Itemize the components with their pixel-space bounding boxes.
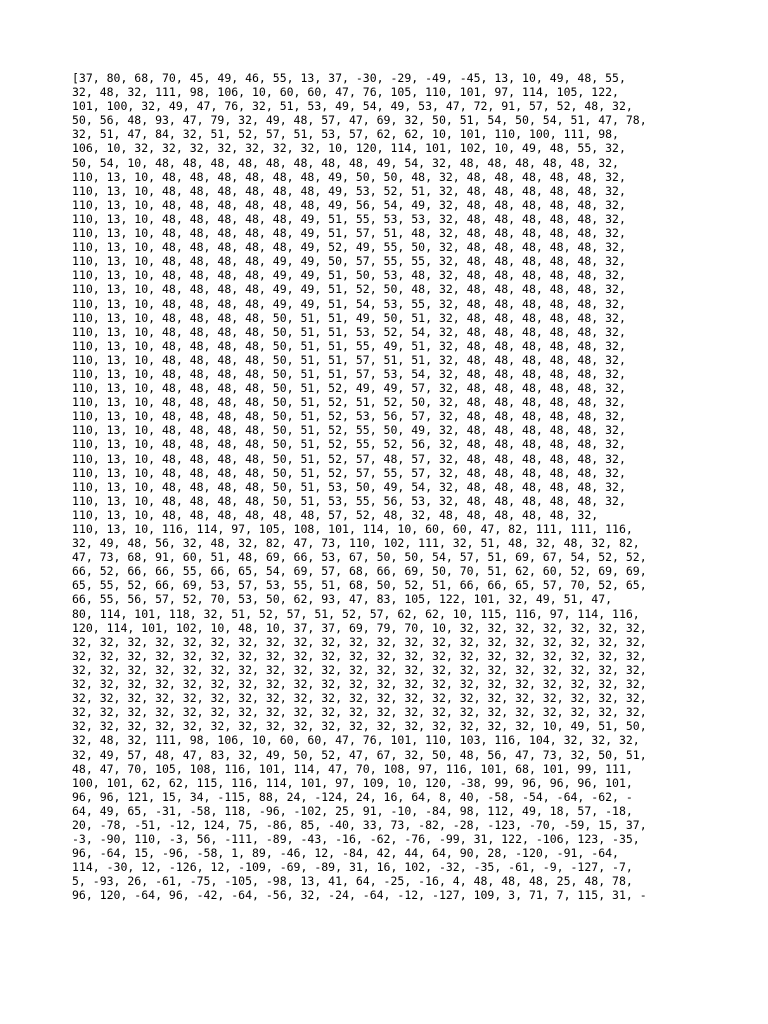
text-line: 110, 13, 10, 48, 48, 48, 48, 50, 51, 52, 55, 52, 56, 32, 48, 48, 48, 48, 48, 32,: [72, 437, 626, 452]
text-line: 48, 47, 70, 105, 108, 116, 101, 114, 47, 70, 108, 97, 116, 101, 68, 101, 99, 111,: [72, 761, 633, 776]
text-line: 110, 13, 10, 48, 48, 48, 48, 49, 49, 51, 50, 53, 48, 32, 48, 48, 48, 48, 48, 32,: [72, 268, 626, 283]
text-line: 110, 13, 10, 48, 48, 48, 48, 50, 51, 52, 55, 50, 49, 32, 48, 48, 48, 48, 48, 32,: [72, 423, 626, 438]
text-line: 65, 55, 52, 66, 69, 53, 57, 53, 55, 51, 68, 50, 52, 51, 66, 66, 65, 57, 70, 52, 65,: [72, 578, 647, 593]
text-line: 32, 51, 47, 84, 32, 51, 52, 57, 51, 53, 57, 62, 62, 10, 101, 110, 100, 111, 98,: [72, 127, 619, 142]
text-line: 120, 114, 101, 102, 10, 48, 10, 37, 37, 69, 79, 70, 10, 32, 32, 32, 32, 32, 32, 32,: [72, 620, 647, 635]
text-line: 32, 32, 32, 32, 32, 32, 32, 32, 32, 32, 32, 32, 32, 32, 32, 32, 32, 10, 49, 51, 50,: [72, 719, 647, 734]
text-line: 32, 48, 32, 111, 98, 106, 10, 60, 60, 47, 76, 101, 110, 103, 116, 104, 32, 32, 32,: [72, 733, 640, 748]
text-line: 20, -78, -51, -12, 124, 75, -86, 85, -40, 33, 73, -82, -28, -123, -70, -59, 15, 37,: [72, 817, 647, 832]
text-line: 110, 13, 10, 48, 48, 48, 48, 50, 51, 52, 57, 48, 57, 32, 48, 48, 48, 48, 48, 32,: [72, 451, 626, 466]
text-line: 110, 13, 10, 48, 48, 48, 48, 49, 49, 51, 52, 50, 48, 32, 48, 48, 48, 48, 48, 32,: [72, 282, 626, 297]
text-line: 101, 100, 32, 49, 47, 76, 32, 51, 53, 49, 54, 49, 53, 47, 72, 91, 57, 52, 48, 32,: [72, 99, 633, 114]
text-line: 110, 13, 10, 48, 48, 48, 48, 50, 51, 52, 51, 52, 50, 32, 48, 48, 48, 48, 48, 32,: [72, 395, 626, 410]
text-line: 32, 32, 32, 32, 32, 32, 32, 32, 32, 32, 32, 32, 32, 32, 32, 32, 32, 32, 32, 32, 32,: [72, 634, 647, 649]
text-line: 110, 13, 10, 48, 48, 48, 48, 49, 49, 50, 57, 55, 55, 32, 48, 48, 48, 48, 48, 32,: [72, 254, 626, 269]
text-line: 110, 13, 10, 48, 48, 48, 48, 50, 51, 51, 53, 52, 54, 32, 48, 48, 48, 48, 48, 32,: [72, 324, 626, 339]
text-line: 66, 55, 56, 57, 52, 70, 53, 50, 62, 93, 47, 83, 105, 122, 101, 32, 49, 51, 47,: [72, 592, 613, 607]
text-line: 32, 49, 48, 56, 32, 48, 32, 82, 47, 73, 110, 102, 111, 32, 51, 48, 32, 48, 32, 82,: [72, 536, 640, 551]
text-line: 110, 13, 10, 48, 48, 48, 48, 48, 48, 57, 52, 48, 32, 48, 48, 48, 48, 48, 32,: [72, 507, 599, 522]
text-line: 32, 48, 32, 111, 98, 106, 10, 60, 60, 47, 76, 105, 110, 101, 97, 114, 105, 122,: [72, 85, 619, 100]
text-line: 110, 13, 10, 48, 48, 48, 48, 50, 51, 51, 49, 50, 51, 32, 48, 48, 48, 48, 48, 32,: [72, 310, 626, 325]
text-line: 66, 52, 66, 66, 55, 66, 65, 54, 69, 57, 68, 66, 69, 50, 70, 51, 62, 60, 52, 69, 69,: [72, 564, 647, 579]
text-line: 110, 13, 10, 48, 48, 48, 48, 49, 49, 51, 54, 53, 55, 32, 48, 48, 48, 48, 48, 32,: [72, 296, 626, 311]
text-line: 64, 49, 65, -31, -58, 118, -96, -102, 25, 91, -10, -84, 98, 112, 49, 18, 57, -18,: [72, 803, 633, 818]
text-line: 110, 13, 10, 48, 48, 48, 48, 48, 49, 51, 55, 53, 53, 32, 48, 48, 48, 48, 48, 32,: [72, 211, 626, 226]
byte-array-text: [72, 71, 712, 903]
text-line: 32, 49, 57, 48, 47, 83, 32, 49, 50, 52, 47, 67, 32, 50, 48, 56, 47, 73, 32, 50, 51,: [72, 747, 647, 762]
text-line: -3, -90, 110, -3, 56, -111, -89, -43, -16, -62, -76, -99, 31, 122, -106, 123, -35,: [72, 832, 640, 847]
text-line: 110, 13, 10, 48, 48, 48, 48, 48, 48, 49, 50, 50, 48, 32, 48, 48, 48, 48, 48, 32,: [72, 169, 626, 184]
text-line: 32, 32, 32, 32, 32, 32, 32, 32, 32, 32, 32, 32, 32, 32, 32, 32, 32, 32, 32, 32, 32,: [72, 648, 647, 663]
text-line: 50, 56, 48, 93, 47, 79, 32, 49, 48, 57, 47, 69, 32, 50, 51, 54, 50, 54, 51, 47, 78,: [72, 113, 647, 128]
text-line: 32, 32, 32, 32, 32, 32, 32, 32, 32, 32, 32, 32, 32, 32, 32, 32, 32, 32, 32, 32, 32,: [72, 662, 647, 677]
text-line: 110, 13, 10, 48, 48, 48, 48, 50, 51, 51, 57, 53, 54, 32, 48, 48, 48, 48, 48, 32,: [72, 366, 626, 381]
text-line: 32, 32, 32, 32, 32, 32, 32, 32, 32, 32, 32, 32, 32, 32, 32, 32, 32, 32, 32, 32, 32,: [72, 705, 647, 720]
text-line: 110, 13, 10, 48, 48, 48, 48, 48, 49, 51, 57, 51, 48, 32, 48, 48, 48, 48, 48, 32,: [72, 226, 626, 241]
text-line: [37, 80, 68, 70, 45, 49, 46, 55, 13, 37, -30, -29, -49, -45, 13, 10, 49, 48, 55,: [72, 71, 626, 85]
text-line: 110, 13, 10, 48, 48, 48, 48, 50, 51, 52, 57, 55, 57, 32, 48, 48, 48, 48, 48, 32,: [72, 465, 626, 480]
text-line: 96, 96, 121, 15, 34, -115, 88, 24, -124, 24, 16, 64, 8, 40, -58, -54, -64, -62, -: [72, 789, 633, 804]
text-line: 110, 13, 10, 48, 48, 48, 48, 50, 51, 53, 50, 49, 54, 32, 48, 48, 48, 48, 48, 32,: [72, 479, 626, 494]
text-line: 110, 13, 10, 48, 48, 48, 48, 50, 51, 52, 49, 49, 57, 32, 48, 48, 48, 48, 48, 32,: [72, 381, 626, 396]
text-line: 110, 13, 10, 48, 48, 48, 48, 50, 51, 53, 55, 56, 53, 32, 48, 48, 48, 48, 48, 32,: [72, 493, 626, 508]
text-line: 110, 13, 10, 116, 114, 97, 105, 108, 101, 114, 10, 60, 60, 47, 82, 111, 111, 116,: [72, 522, 633, 536]
text-line: 96, -64, 15, -96, -58, 1, 89, -46, 12, -84, 42, 44, 64, 90, 28, -120, -91, -64,: [72, 846, 619, 861]
text-line: 110, 13, 10, 48, 48, 48, 48, 48, 49, 52, 49, 55, 50, 32, 48, 48, 48, 48, 48, 32,: [72, 240, 626, 255]
text-line: 5, -93, 26, -61, -75, -105, -98, 13, 41, 64, -25, -16, 4, 48, 48, 48, 25, 48, 78,: [72, 874, 633, 889]
text-line: 96, 120, -64, 96, -42, -64, -56, 32, -24, -64, -12, -127, 109, 3, 71, 7, 115, 31, -: [72, 888, 647, 903]
text-line: 32, 32, 32, 32, 32, 32, 32, 32, 32, 32, 32, 32, 32, 32, 32, 32, 32, 32, 32, 32, 32,: [72, 677, 647, 692]
text-line: 50, 54, 10, 48, 48, 48, 48, 48, 48, 48, 48, 49, 54, 32, 48, 48, 48, 48, 48, 32,: [72, 155, 619, 170]
text-line: 100, 101, 62, 62, 115, 116, 114, 101, 97, 109, 10, 120, -38, 99, 96, 96, 96, 101,: [72, 775, 633, 790]
text-line: 110, 13, 10, 48, 48, 48, 48, 48, 48, 49, 53, 52, 51, 32, 48, 48, 48, 48, 48, 32,: [72, 183, 626, 198]
text-line: 110, 13, 10, 48, 48, 48, 48, 48, 48, 49, 56, 54, 49, 32, 48, 48, 48, 48, 48, 32,: [72, 197, 626, 212]
text-line: 110, 13, 10, 48, 48, 48, 48, 50, 51, 51, 55, 49, 51, 32, 48, 48, 48, 48, 48, 32,: [72, 338, 626, 353]
text-line: 80, 114, 101, 118, 32, 51, 52, 57, 51, 52, 57, 62, 62, 10, 115, 116, 97, 114, 116,: [72, 606, 640, 621]
text-line: 110, 13, 10, 48, 48, 48, 48, 50, 51, 52, 53, 56, 57, 32, 48, 48, 48, 48, 48, 32,: [72, 409, 626, 424]
text-line: 32, 32, 32, 32, 32, 32, 32, 32, 32, 32, 32, 32, 32, 32, 32, 32, 32, 32, 32, 32, 32,: [72, 691, 647, 706]
text-line: 106, 10, 32, 32, 32, 32, 32, 32, 32, 10, 120, 114, 101, 102, 10, 49, 48, 55, 32,: [72, 141, 626, 156]
text-line: 110, 13, 10, 48, 48, 48, 48, 50, 51, 51, 57, 51, 51, 32, 48, 48, 48, 48, 48, 32,: [72, 352, 626, 367]
document-page: [72, 71, 712, 903]
text-line: 47, 73, 68, 91, 60, 51, 48, 69, 66, 53, 67, 50, 50, 54, 57, 51, 69, 67, 54, 52, 52,: [72, 550, 647, 565]
text-line: 114, -30, 12, -126, 12, -109, -69, -89, 31, 16, 102, -32, -35, -61, -9, -127, -7,: [72, 860, 633, 875]
